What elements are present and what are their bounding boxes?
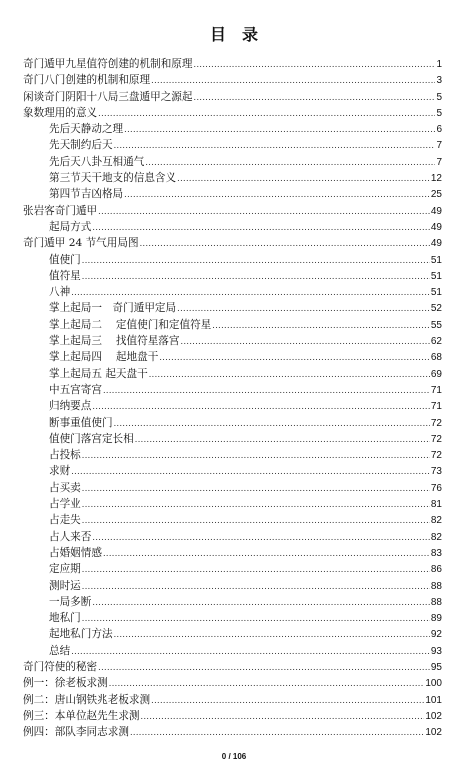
toc-entry-label: 值使门落宫定长相 bbox=[49, 432, 134, 445]
toc-entry[interactable] bbox=[23, 626, 442, 642]
toc-entry-page-number: 95 bbox=[430, 661, 442, 673]
dot-leader bbox=[82, 496, 430, 512]
toc-entry-label: 起局方式 bbox=[49, 220, 92, 233]
dot-leader bbox=[135, 431, 430, 447]
dot-leader bbox=[82, 480, 430, 496]
toc-entry[interactable] bbox=[23, 512, 442, 528]
toc-entry-page-number: 49 bbox=[430, 205, 442, 217]
toc-entry[interactable] bbox=[23, 398, 442, 414]
toc-entry[interactable] bbox=[23, 431, 442, 447]
toc-entry[interactable] bbox=[23, 317, 442, 333]
toc-entry-label: 掌上起局四 起地盘干 bbox=[49, 351, 159, 364]
toc-entry-label: 掌上起局五 起天盘干 bbox=[49, 367, 148, 380]
toc-entry-label: 张岩客奇门遁甲 bbox=[23, 204, 98, 217]
dot-leader bbox=[82, 512, 430, 528]
toc-entry-label: 掌上起局二 定值使门和定值符星 bbox=[49, 318, 212, 331]
toc-entry[interactable] bbox=[23, 105, 442, 121]
toc-entry-page-number: 83 bbox=[430, 547, 442, 559]
toc-entry-label: 占走失 bbox=[49, 514, 81, 527]
toc-entry-label: 先天制约后天 bbox=[49, 139, 113, 152]
toc-entry-label: 第三节天干地支的信息含义 bbox=[49, 172, 177, 185]
toc-entry-page-number: 88 bbox=[430, 580, 442, 592]
dot-leader bbox=[82, 252, 430, 268]
dot-leader bbox=[181, 333, 430, 349]
toc-entry-page-number: 101 bbox=[425, 694, 442, 706]
toc-entry[interactable] bbox=[23, 561, 442, 577]
toc-entry-label: 一局多断 bbox=[49, 595, 92, 608]
toc-entry-page-number: 68 bbox=[430, 352, 442, 364]
toc-entry-label: 起地私门方法 bbox=[49, 628, 113, 641]
dot-leader bbox=[82, 578, 430, 594]
dot-leader bbox=[124, 186, 430, 202]
toc-entry-page-number: 72 bbox=[430, 450, 442, 462]
toc-entry[interactable] bbox=[23, 137, 442, 153]
toc-title: 目 录 bbox=[209, 25, 258, 44]
toc-entry-label: 定应期 bbox=[49, 563, 81, 576]
toc-entry-label: 掌上起局一 奇门遁甲定局 bbox=[49, 302, 177, 315]
toc-entry[interactable] bbox=[23, 610, 442, 626]
dot-leader bbox=[82, 268, 430, 284]
toc-entry[interactable] bbox=[23, 186, 442, 202]
toc-entry-label: 八神 bbox=[49, 286, 71, 299]
dot-leader bbox=[151, 72, 435, 88]
toc-entry-page-number: 51 bbox=[430, 254, 442, 266]
toc-entry-page-number: 5 bbox=[436, 107, 442, 119]
toc-entry-label: 例三：本单位赵先生求测 bbox=[23, 709, 140, 722]
toc-entry-label: 先后天八卦互相通气 bbox=[49, 155, 145, 168]
toc-entry-label: 占婚姻情感 bbox=[49, 546, 102, 559]
toc-entry[interactable] bbox=[23, 594, 442, 610]
toc-entry-page-number: 88 bbox=[430, 596, 442, 608]
toc-entry-page-number: 89 bbox=[430, 613, 442, 625]
toc-entry-label: 第四节吉凶格局 bbox=[49, 188, 124, 201]
toc-entry[interactable] bbox=[23, 154, 442, 170]
toc-entry-label: 占买卖 bbox=[49, 481, 81, 494]
dot-leader bbox=[124, 121, 435, 137]
toc-entry-label: 测时运 bbox=[49, 579, 81, 592]
toc-entry-label: 归纳要点 bbox=[49, 400, 92, 413]
toc-entry-page-number: 52 bbox=[430, 303, 442, 315]
toc-entry[interactable] bbox=[23, 659, 442, 675]
dot-leader bbox=[92, 529, 430, 545]
table-of-contents bbox=[23, 56, 442, 740]
toc-entry[interactable] bbox=[23, 203, 442, 219]
toc-entry[interactable] bbox=[23, 252, 442, 268]
toc-entry[interactable] bbox=[23, 349, 442, 365]
toc-entry-page-number: 92 bbox=[430, 629, 442, 641]
toc-entry-page-number: 6 bbox=[436, 124, 442, 136]
toc-entry-page-number: 5 bbox=[436, 91, 442, 103]
toc-entry-label: 例二：唐山钢铁兆老板求测 bbox=[23, 693, 151, 706]
toc-entry[interactable] bbox=[23, 463, 442, 479]
dot-leader bbox=[151, 692, 424, 708]
dot-leader bbox=[149, 366, 430, 382]
dot-leader bbox=[145, 154, 435, 170]
toc-entry[interactable] bbox=[23, 724, 442, 740]
toc-entry-page-number: 102 bbox=[425, 727, 442, 739]
toc-entry-label: 占人来否 bbox=[49, 530, 92, 543]
dot-leader bbox=[212, 317, 430, 333]
toc-entry-page-number: 82 bbox=[430, 515, 442, 527]
dot-leader bbox=[71, 463, 430, 479]
toc-entry-label: 值使门 bbox=[49, 253, 81, 266]
toc-entry[interactable] bbox=[23, 447, 442, 463]
toc-entry-label: 总结 bbox=[49, 644, 71, 657]
toc-entry-label: 奇门遁甲九星值符创建的机制和原理 bbox=[23, 58, 193, 70]
toc-entry-page-number: 86 bbox=[430, 564, 442, 576]
dot-leader bbox=[194, 89, 436, 105]
dot-leader bbox=[71, 284, 430, 300]
dot-leader bbox=[71, 643, 430, 659]
toc-entry[interactable] bbox=[23, 496, 442, 512]
toc-entry-page-number: 49 bbox=[430, 221, 442, 233]
toc-entry-label: 求财 bbox=[49, 465, 71, 478]
dot-leader bbox=[141, 708, 425, 724]
toc-entry-label: 断事重值使门 bbox=[49, 416, 113, 429]
toc-entry[interactable] bbox=[23, 366, 442, 382]
toc-entry-label: 占学业 bbox=[49, 498, 81, 511]
toc-entry-page-number: 51 bbox=[430, 287, 442, 299]
toc-entry-page-number: 102 bbox=[425, 710, 442, 722]
toc-entry[interactable] bbox=[23, 382, 442, 398]
toc-entry-page-number: 100 bbox=[425, 678, 442, 690]
toc-entry[interactable] bbox=[23, 89, 442, 105]
dot-leader bbox=[130, 724, 424, 740]
dot-leader bbox=[92, 398, 430, 414]
dot-leader bbox=[82, 561, 430, 577]
toc-entry[interactable] bbox=[23, 692, 442, 708]
toc-entry[interactable] bbox=[23, 480, 442, 496]
toc-entry[interactable] bbox=[23, 675, 442, 691]
toc-entry-page-number: 12 bbox=[430, 173, 442, 185]
toc-entry-page-number: 25 bbox=[430, 189, 442, 201]
dot-leader bbox=[109, 675, 425, 691]
toc-entry-page-number: 82 bbox=[430, 531, 442, 543]
toc-entry-label: 奇门八门创建的机制和原理 bbox=[23, 74, 151, 87]
toc-entry-page-number: 81 bbox=[430, 499, 442, 511]
dot-leader bbox=[98, 659, 430, 675]
toc-entry-label: 奇门遁甲 24 节气用局图 bbox=[23, 237, 139, 250]
toc-entry-label: 占投标 bbox=[49, 449, 81, 462]
toc-entry-page-number: 71 bbox=[430, 401, 442, 413]
toc-entry-page-number: 49 bbox=[430, 238, 442, 250]
dot-leader bbox=[103, 382, 430, 398]
toc-entry-page-number: 76 bbox=[430, 482, 442, 494]
toc-entry[interactable] bbox=[23, 170, 442, 186]
dot-leader bbox=[159, 349, 430, 365]
toc-entry-page-number: 51 bbox=[430, 270, 442, 282]
toc-entry-page-number: 55 bbox=[430, 319, 442, 331]
toc-entry-label: 例四：部队李同志求测 bbox=[23, 726, 129, 739]
toc-entry-page-number: 93 bbox=[430, 645, 442, 657]
toc-entry[interactable] bbox=[23, 268, 442, 284]
toc-entry-label: 中五宫寄宫 bbox=[49, 383, 102, 396]
toc-entry-page-number: 72 bbox=[430, 433, 442, 445]
toc-entry-label: 闲谈奇门阴阳十八局三盘遁甲之源起 bbox=[23, 90, 193, 103]
toc-entry-page-number: 69 bbox=[430, 368, 442, 380]
dot-leader bbox=[82, 447, 430, 463]
dot-leader bbox=[177, 170, 430, 186]
toc-entry[interactable] bbox=[23, 72, 442, 88]
toc-entry-label: 掌上起局三 找值符星落宫 bbox=[49, 335, 180, 348]
dot-leader bbox=[82, 610, 430, 626]
toc-entry-page-number: 7 bbox=[436, 156, 442, 168]
dot-leader bbox=[103, 545, 430, 561]
toc-entry[interactable] bbox=[23, 219, 442, 235]
toc-entry[interactable] bbox=[23, 415, 442, 431]
toc-entry[interactable] bbox=[23, 284, 442, 300]
dot-leader bbox=[114, 137, 436, 153]
toc-entry-page-number: 72 bbox=[430, 417, 442, 429]
toc-entry[interactable] bbox=[23, 643, 442, 659]
toc-entry-label: 值符星 bbox=[49, 269, 81, 282]
toc-entry[interactable] bbox=[23, 121, 442, 137]
toc-entry[interactable] bbox=[23, 235, 442, 251]
dot-leader bbox=[98, 105, 435, 121]
dot-leader bbox=[114, 415, 430, 431]
dot-leader bbox=[92, 219, 430, 235]
dot-leader bbox=[140, 235, 430, 251]
toc-entry-page-number: 1 bbox=[436, 59, 442, 70]
toc-entry-label: 奇门符使的秘密 bbox=[23, 660, 98, 673]
toc-entry[interactable] bbox=[23, 56, 442, 72]
dot-leader bbox=[194, 56, 436, 72]
toc-entry-label: 先后天静动之理 bbox=[49, 123, 124, 136]
toc-entry[interactable] bbox=[23, 578, 442, 594]
toc-entry[interactable] bbox=[23, 300, 442, 316]
toc-entry-page-number: 73 bbox=[430, 466, 442, 478]
toc-entry-page-number: 7 bbox=[436, 140, 442, 152]
toc-entry[interactable] bbox=[23, 529, 442, 545]
dot-leader bbox=[92, 594, 430, 610]
toc-entry-label: 地私门 bbox=[49, 612, 81, 625]
toc-entry[interactable] bbox=[23, 708, 442, 724]
toc-entry-label: 象数理用的意义 bbox=[23, 106, 98, 119]
dot-leader bbox=[98, 203, 430, 219]
toc-entry-label: 例一：徐老板求测 bbox=[23, 677, 108, 690]
dot-leader bbox=[177, 300, 430, 316]
toc-entry-page-number: 62 bbox=[430, 336, 442, 348]
toc-entry-page-number: 3 bbox=[436, 75, 442, 87]
page-number: 0 / 106 bbox=[221, 752, 247, 761]
dot-leader bbox=[114, 626, 430, 642]
toc-entry[interactable] bbox=[23, 333, 442, 349]
toc-entry-page-number: 71 bbox=[430, 384, 442, 396]
toc-entry[interactable] bbox=[23, 545, 442, 561]
